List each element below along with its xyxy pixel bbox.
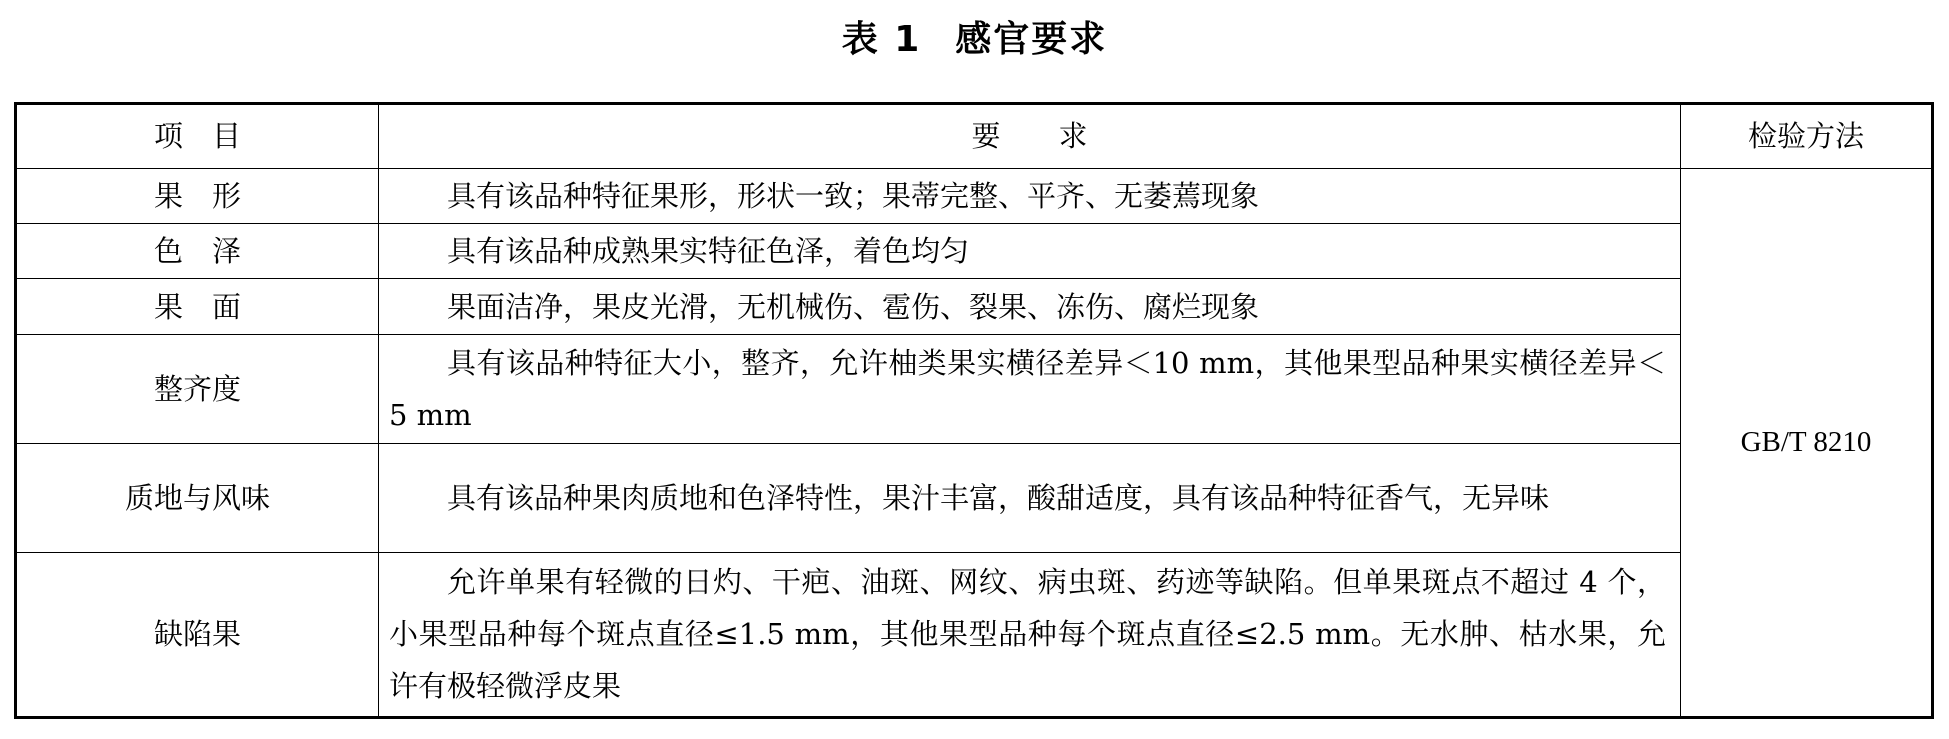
header-requirement: 要 求 — [379, 104, 1681, 169]
row-requirement — [379, 279, 1681, 334]
row-requirement — [379, 168, 1681, 223]
table-row — [16, 224, 1933, 279]
table-number: 表 1 — [841, 19, 922, 60]
requirement-text: 具有该品种果肉质地和色泽特性，果汁丰富，酸甜适度，具有该品种特征香气，无异味 — [447, 481, 1550, 516]
table-row — [16, 168, 1933, 223]
sensory-requirements-table — [14, 102, 1934, 719]
table-row — [16, 334, 1933, 444]
requirement-text: 果面洁净，果皮光滑，无机械伤、雹伤、裂果、冻伤、腐烂现象 — [447, 289, 1260, 324]
table-row — [16, 279, 1933, 334]
row-item: 果 形 — [16, 168, 379, 223]
table-row — [16, 444, 1933, 553]
row-item: 质地与风味 — [16, 444, 379, 553]
header-item: 项 目 — [16, 104, 379, 169]
header-method: 检验方法 — [1681, 104, 1933, 169]
requirement-text: 具有该品种成熟果实特征色泽，着色均匀 — [447, 234, 970, 269]
row-requirement — [379, 334, 1681, 444]
table-name: 感官要求 — [955, 19, 1108, 60]
row-requirement — [379, 552, 1681, 717]
table-title — [0, 14, 1949, 66]
requirement-text: 具有该品种特征果形，形状一致；果蒂完整、平齐、无萎蔫现象 — [447, 178, 1260, 213]
row-requirement — [379, 224, 1681, 279]
method-cell: GB/T 8210 — [1681, 168, 1933, 717]
table-row — [16, 552, 1933, 717]
requirement-text: 具有该品种特征大小，整齐，允许柚类果实横径差异＜10 mm，其他果型品种果实横径差异＜5 mm — [389, 346, 1666, 433]
requirement-text: 允许单果有轻微的日灼、干疤、油斑、网纹、病虫斑、药迹等缺陷。但单果斑点不超过 4 个，小果型品种每个斑点直径≤1.5 mm，其他果型品种每个斑点直径≤2.5 mm。无水肿、枯水果，允许有极轻微浮皮果 — [389, 565, 1666, 704]
row-requirement — [379, 444, 1681, 553]
row-item: 果 面 — [16, 279, 379, 334]
row-item: 色 泽 — [16, 224, 379, 279]
row-item: 整齐度 — [16, 334, 379, 444]
row-item: 缺陷果 — [16, 552, 379, 717]
table-header-row — [16, 104, 1933, 169]
